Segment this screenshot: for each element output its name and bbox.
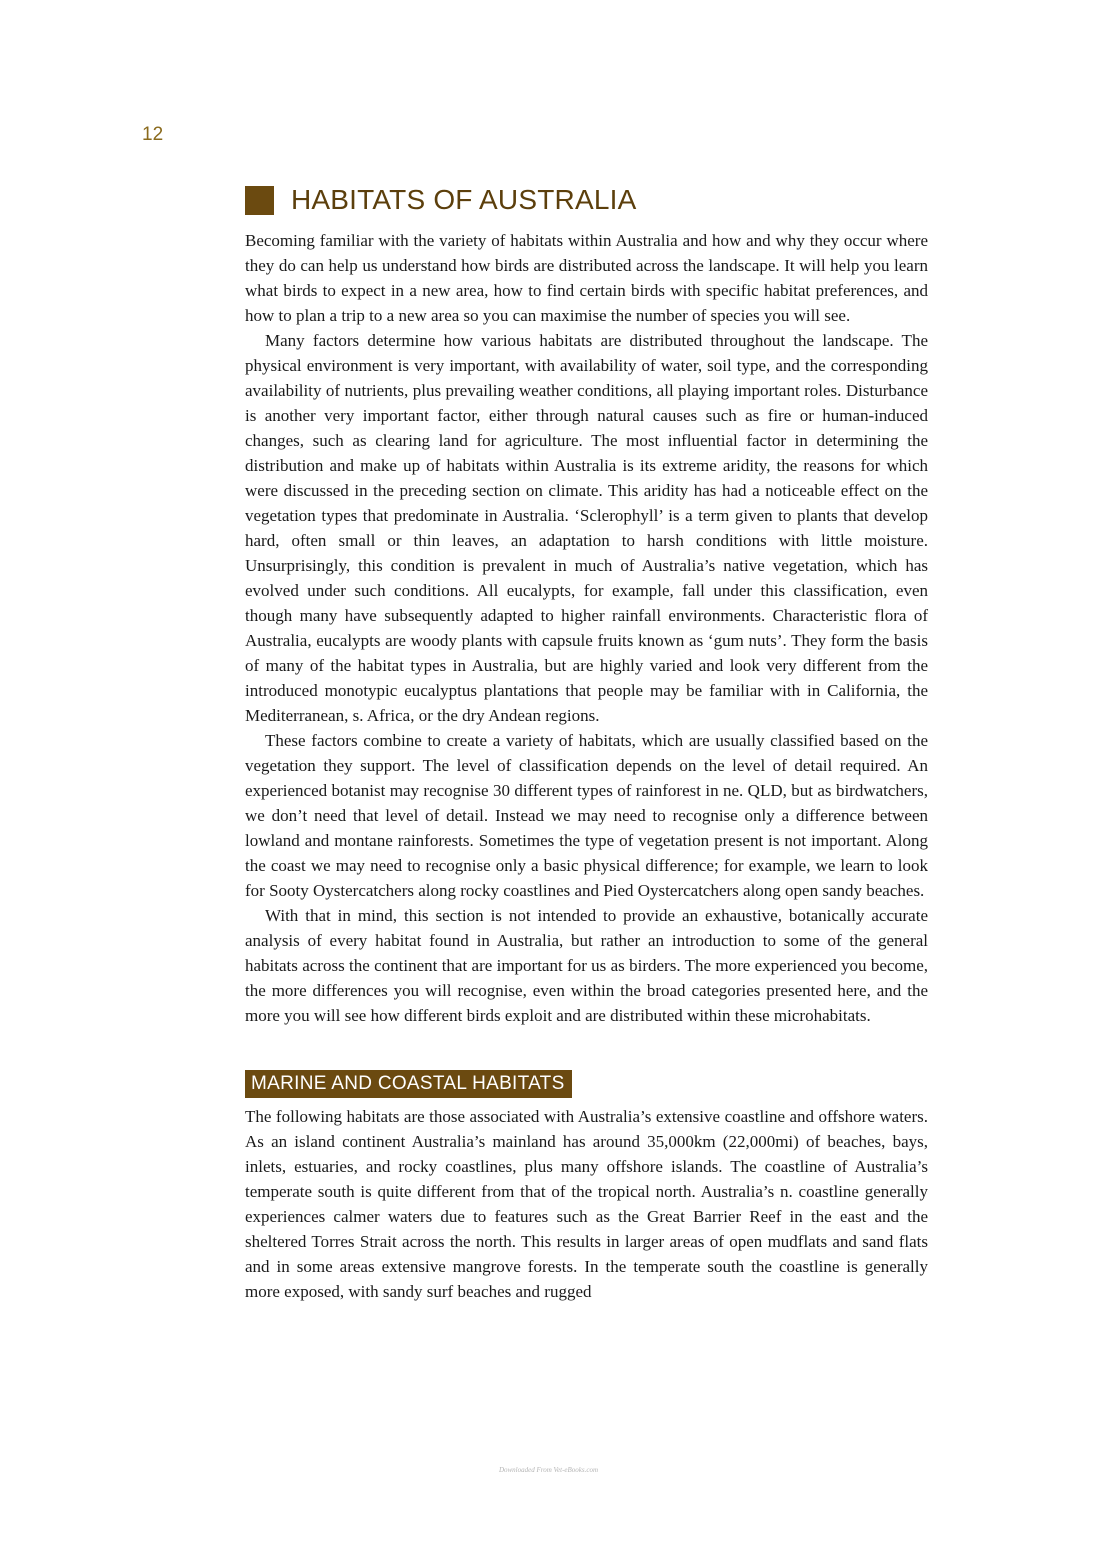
- page-title: HABITATS OF AUSTRALIA: [291, 184, 637, 215]
- body-paragraph-scope: With that in mind, this section is not intended to provide an exhaustive, botanically accurate analysis of every habitat found in Australia, but rather an introduction to some of the general habitats across the continent that are important for us as birders. The more experienced you become, the more differences you will recognise, even within the broad categories presented here, and the more you will see how different birds exploit and are distributed within these microhabitats.: [245, 906, 928, 1025]
- subsection-heading: MARINE AND COASTAL HABITATS: [245, 1070, 572, 1098]
- heading-square-icon: [245, 186, 274, 215]
- body-paragraph-factors: Many factors determine how various habitats are distributed throughout the landscape. The physical environment is very important, with availability of water, soil type, and the corresponding availability of nutrients, plus prevailing weather conditions, all playing important roles. Disturbance is another very important factor, either through natural causes such as fire or human-induced changes, such as clearing land for agriculture. The most influential factor in determining the distribution and make up of habitats within Australia is its extreme aridity, the reasons for which were discussed in the preceding section on climate. This aridity has had a noticeable effect on the vegetation types that predominate in Australia. ‘Sclerophyll’ is a term given to plants that develop hard, often small or thin leaves, an adaptation to harsh conditions with little moisture. Unsurprisingly, this condition is prevalent in much of Australia’s native vegetation, which has evolved under such conditions. All eucalypts, for example, fall under this classification, even though many have subsequently adapted to higher rainfall environments. Characteristic flora of Australia, eucalypts are woody plants with capsule fruits known as ‘gum nuts’. They form the basis of many of the habitat types in Australia, but are highly varied and look very different from the introduced monotypic eucalyptus plantations that people may be familiar with in California, the Mediterranean, s. Africa, or the dry Andean regions.: [245, 331, 928, 725]
- intro-paragraph: Becoming familiar with the variety of habitats within Australia and how and why they occur where they do can help us understand how birds are distributed across the landscape. It will help you learn what birds to expect in a new area, how to find certain birds with specific habitat preferences, and how to plan a trip to a new area so you can maximise the number of species you will see.: [245, 231, 928, 325]
- page-number: 12: [142, 124, 164, 145]
- page-content: [245, 182, 928, 1304]
- body-paragraph-classification: These factors combine to create a variety of habitats, which are usually classified based on the vegetation they support. The level of classification depends on the level of detail required. An experienced botanist may recognise 30 different types of rainforest in ne. QLD, but as birdwatchers, we don’t need that level of detail. Instead we may need to recognise only a difference between lowland and montane rainforests. Sometimes the type of vegetation present is not important. Along the coast we may need to recognise only a basic physical difference; for example, we learn to look for Sooty Oystercatchers along rocky coastlines and Pied Oystercatchers along open sandy beaches.: [245, 731, 928, 900]
- section-heading: [245, 182, 928, 218]
- footer-watermark: Downloaded From Vet-eBooks.com: [498, 1466, 599, 1474]
- subsection-paragraph: The following habitats are those associated with Australia’s extensive coastline and offshore waters. As an island continent Australia’s mainland has around 35,000km (22,000mi) of beaches, bays, inlets, estuaries, and rocky coastlines, plus many offshore islands. The coastline of Australia’s temperate south is quite different from that of the tropical north. Australia’s n. coastline generally experiences calmer waters due to features such as the Great Barrier Reef in the east and the sheltered Torres Strait across the north. This results in larger areas of open mudflats and sand flats and in some areas extensive mangrove forests. In the temperate south the coastline is generally more exposed, with sandy surf beaches and rugged: [245, 1107, 928, 1301]
